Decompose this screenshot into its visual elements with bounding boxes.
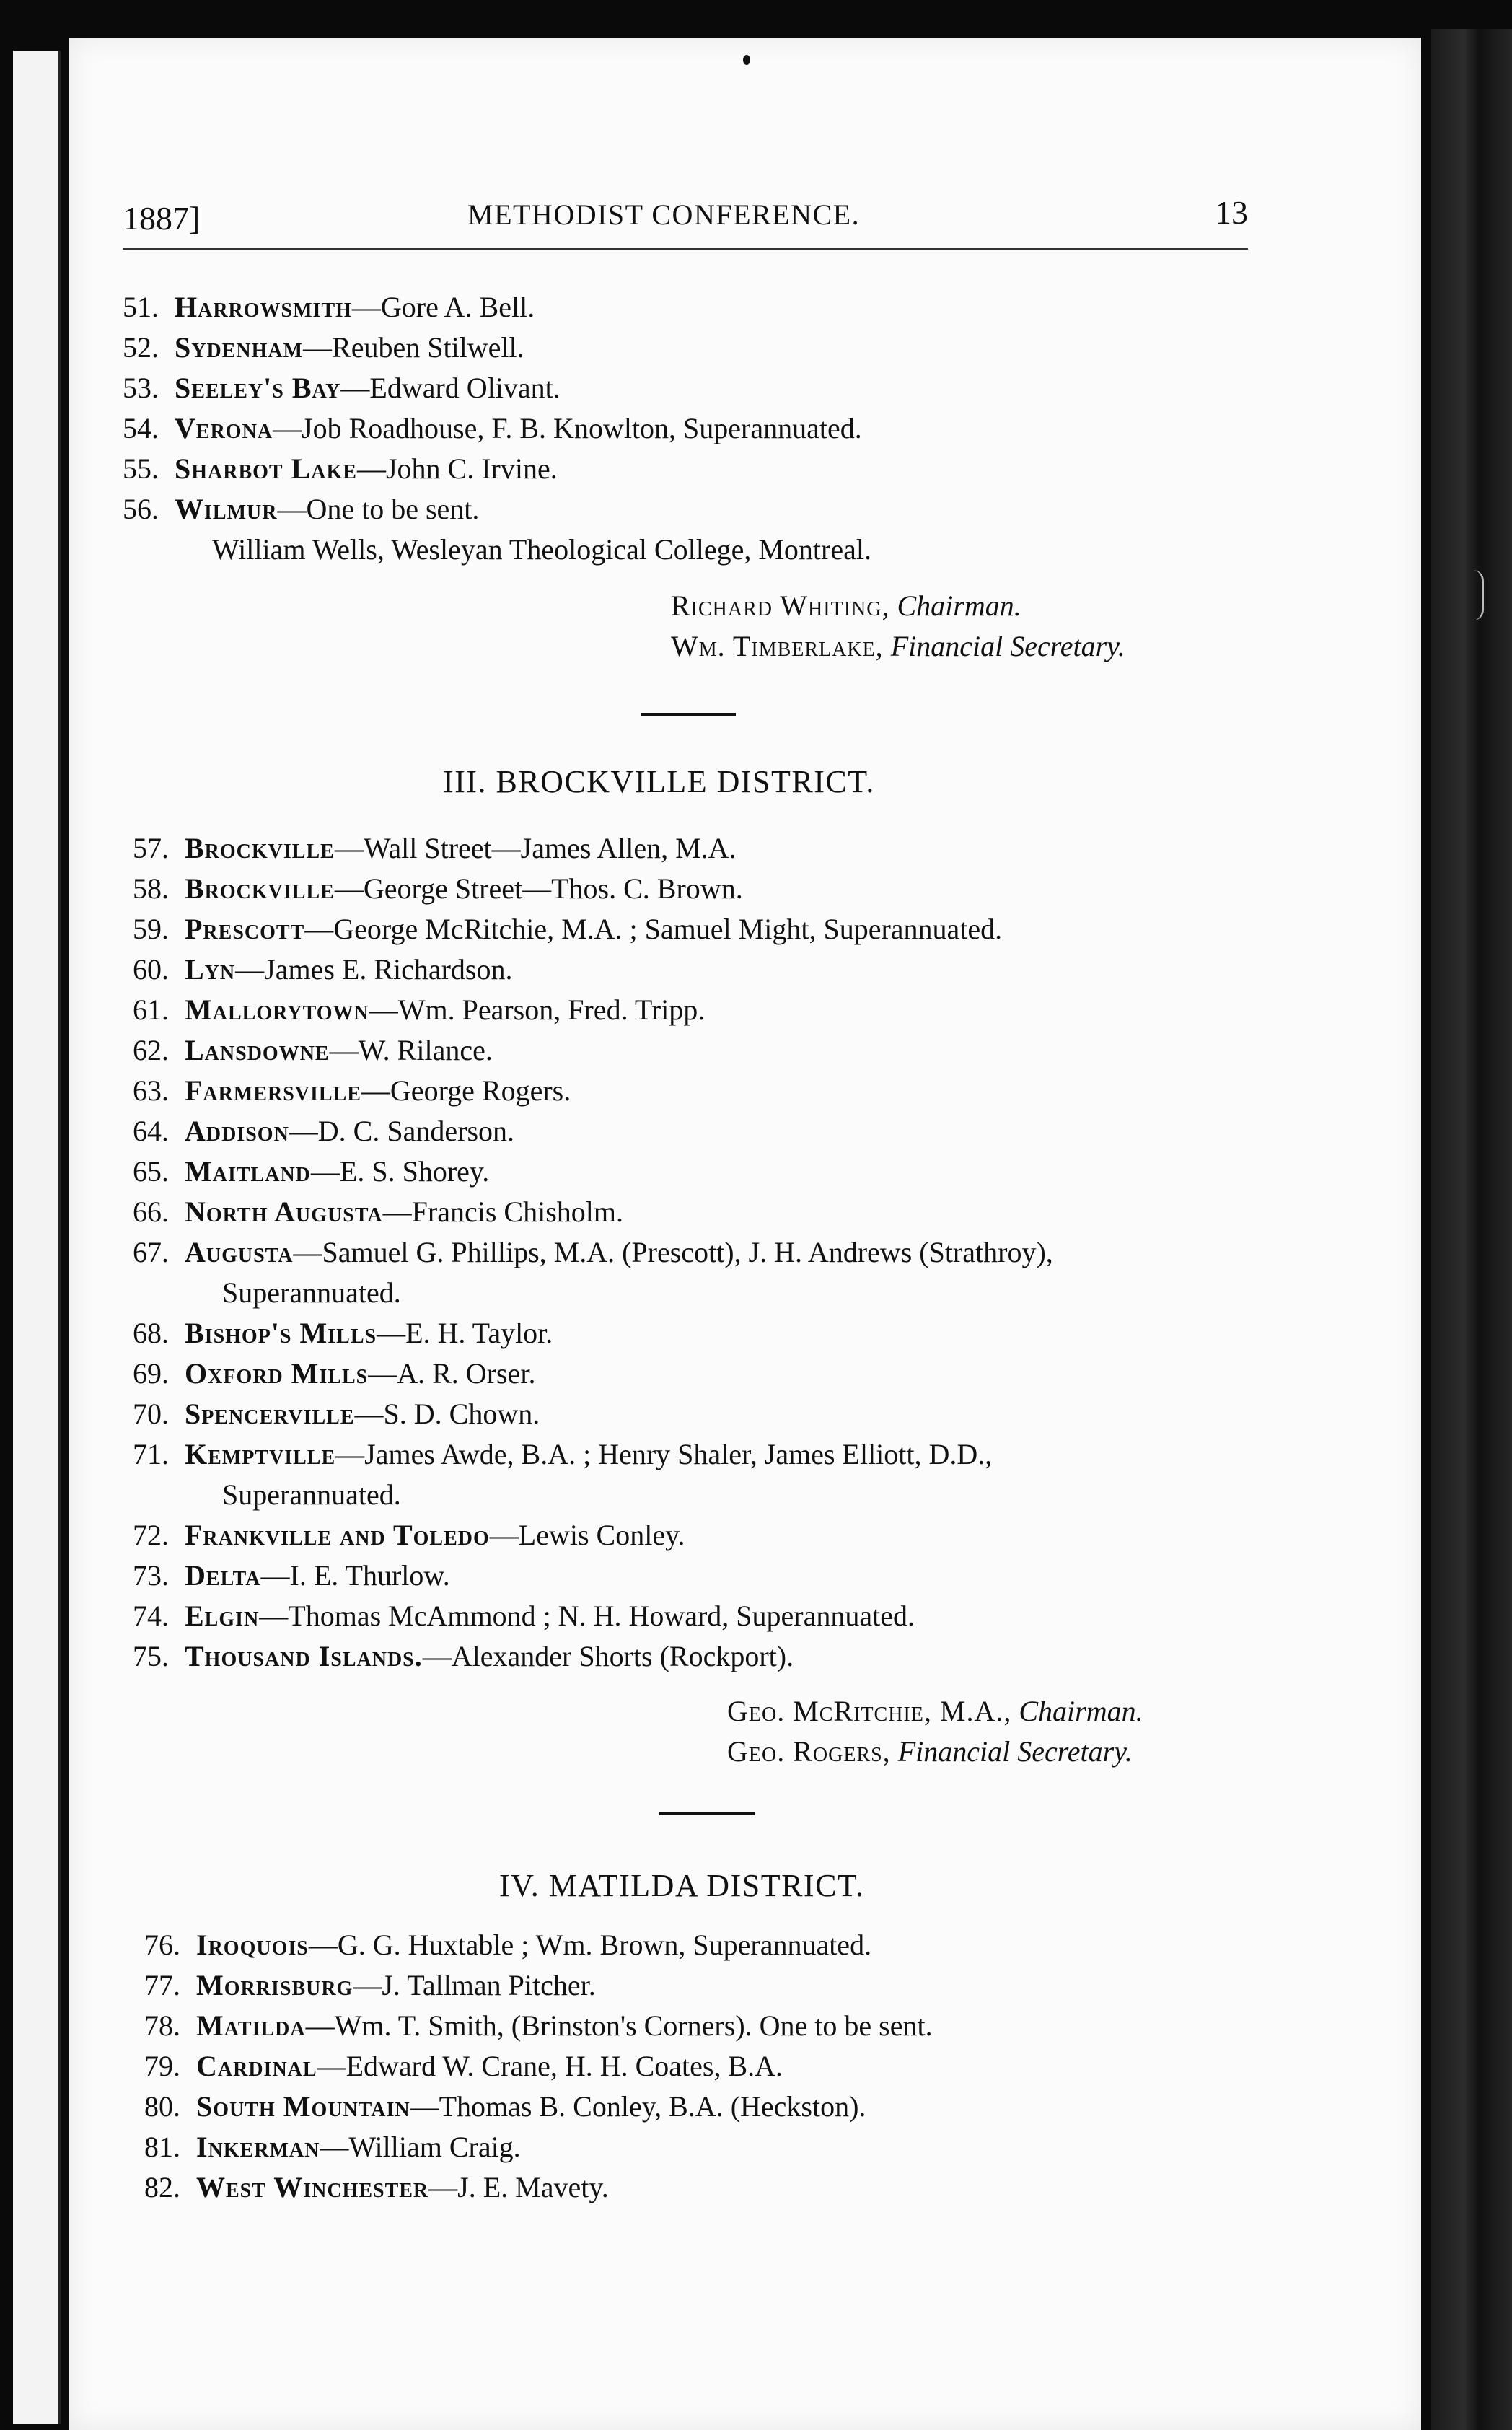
list-item: 73. Delta—I. E. Thurlow. [133, 1559, 450, 1592]
list-item: 78. Matilda—Wm. T. Smith, (Brinston's Corners). One to be sent. [144, 2009, 933, 2042]
list-item: 52. Sydenham—Reuben Stilwell. [123, 331, 524, 364]
list-item: 53. Seeley's Bay—Edward Olivant. [123, 372, 561, 404]
list-item: 62. Lansdowne—W. Rilance. [133, 1034, 493, 1066]
list-item: 54. Verona—Job Roadhouse, F. B. Knowlton, Superannuated. [123, 412, 862, 444]
list-item: 61. Mallorytown—Wm. Pearson, Fred. Tripp. [133, 994, 706, 1026]
matilda-entries [144, 1925, 933, 2208]
list-item: 76. Iroquois—G. G. Huxtable ; Wm. Brown, Superannuated. [144, 1929, 872, 1961]
list-item: 82. West Winchester—J. E. Mavety. [144, 2171, 609, 2203]
brockville-entries [133, 828, 1053, 1677]
list-item: 65. Maitland—E. S. Shorey. [133, 1155, 490, 1188]
list-item: 64. Addison—D. C. Sanderson. [133, 1115, 515, 1147]
header-year: 1887] [123, 200, 201, 237]
running-header [123, 193, 1248, 244]
list-item: 58. Brockville—George Street—Thos. C. Brown. [133, 872, 743, 905]
list-item: 70. Spencerville—S. D. Chown. [133, 1398, 540, 1430]
list-item: 77. Morrisburg—J. Tallman Pitcher. [144, 1969, 596, 2001]
section-heading: III. BROCKVILLE DISTRICT. [443, 764, 875, 799]
list-item: 55. Sharbot Lake—John C. Irvine. [123, 452, 558, 485]
list-item: 59. Prescott—George McRitchie, M.A. ; Samuel Might, Superannuated. [133, 913, 1003, 945]
header-rule [123, 248, 1248, 250]
list-item: 71. Kemptville—James Awde, B.A. ; Henry Shaler, James Elliott, D.D., [133, 1438, 993, 1470]
list-item: 60. Lyn—James E. Richardson. [133, 953, 513, 986]
secretary-signature: Wm. Timberlake, Financial Secretary. [671, 630, 1125, 662]
list-item: 51. Harrowsmith—Gore A. Bell. [123, 291, 535, 323]
list-item: 81. Inkerman—William Craig. [144, 2131, 521, 2163]
list-item: 79. Cardinal—Edward W. Crane, H. H. Coates, B.A. [144, 2050, 783, 2082]
list-item: 57. Brockville—Wall Street—James Allen, M.A. [133, 832, 737, 864]
page-number: 13 [1215, 194, 1248, 231]
kingston-entries [123, 287, 871, 570]
list-item: 80. South Mountain—Thomas B. Conley, B.A. (Heckston). [144, 2090, 866, 2123]
list-item: 66. North Augusta—Francis Chisholm. [133, 1196, 623, 1228]
list-item-continuation: Superannuated. [222, 1478, 401, 1511]
list-item: 67. Augusta—Samuel G. Phillips, M.A. (Prescott), J. H. Andrews (Strathroy), [133, 1236, 1053, 1268]
list-item: 63. Farmersville—George Rogers. [133, 1074, 571, 1107]
chairman-signature: Richard Whiting, Chairman. [671, 589, 1021, 622]
list-item: 56. Wilmur—One to be sent. [123, 493, 480, 525]
section-heading: IV. MATILDA DISTRICT. [499, 1868, 865, 1903]
secretary-signature: Geo. Rogers, Financial Secretary. [727, 1735, 1133, 1768]
list-item: 75. Thousand Islands.—Alexander Shorts (Rockport). [133, 1640, 794, 1672]
list-item: 74. Elgin—Thomas McAmmond ; N. H. Howard, Superannuated. [133, 1600, 915, 1632]
list-item-continuation: Superannuated. [222, 1276, 401, 1309]
header-title: METHODIST CONFERENCE. [467, 198, 861, 231]
list-item: 69. Oxford Mills—A. R. Orser. [133, 1357, 536, 1390]
list-item: 68. Bishop's Mills—E. H. Taylor. [133, 1317, 553, 1349]
chairman-signature: Geo. McRitchie, M.A., Chairman. [727, 1695, 1143, 1727]
extra-appointment: William Wells, Wesleyan Theological College, Montreal. [212, 533, 871, 566]
section-divider [641, 713, 736, 716]
list-item: 72. Frankville and Toledo—Lewis Conley. [133, 1519, 685, 1551]
section-divider [659, 1812, 755, 1815]
